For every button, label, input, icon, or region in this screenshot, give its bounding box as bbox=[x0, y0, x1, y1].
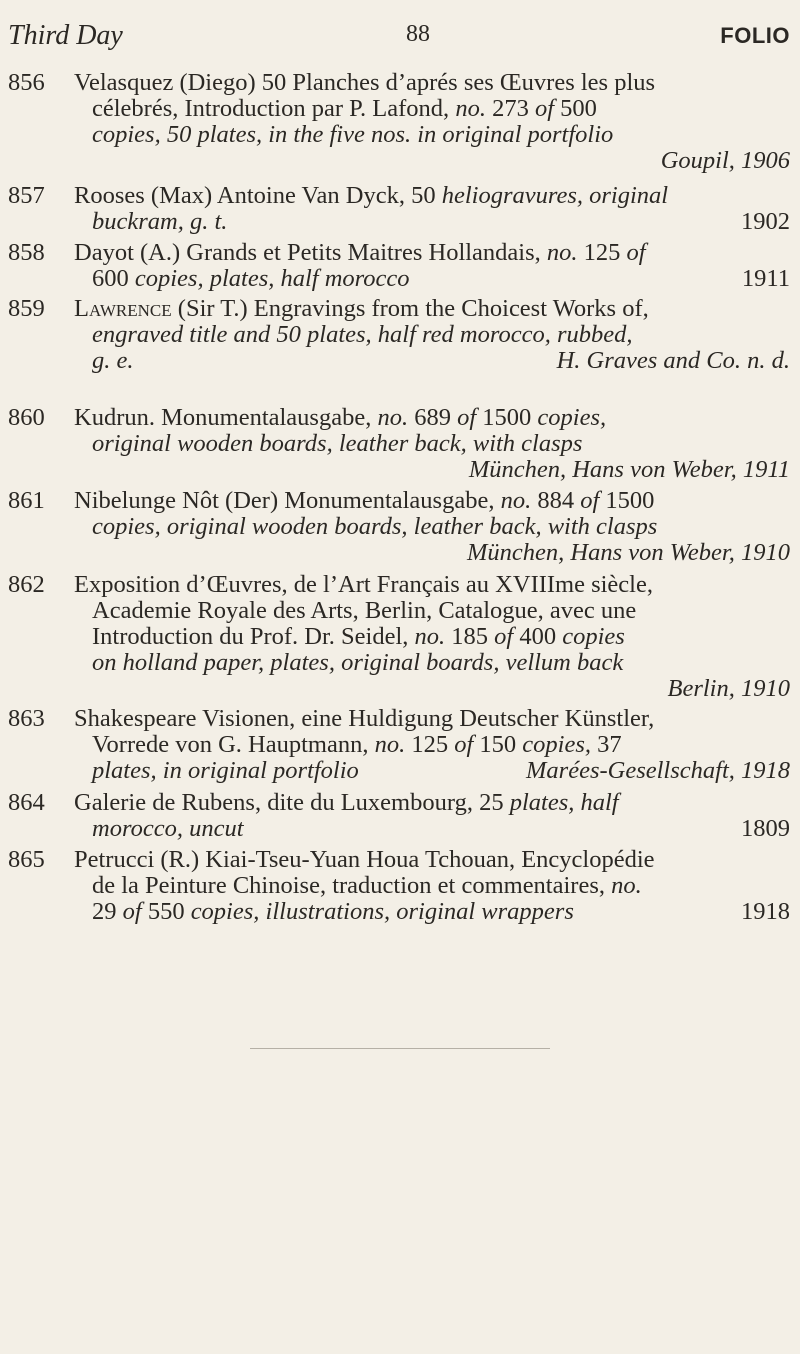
lot-line bbox=[74, 296, 790, 322]
lot-text: München, Hans von Weber, 1911 bbox=[468, 456, 790, 483]
page-number: 88 bbox=[406, 21, 430, 47]
lot-text: of bbox=[454, 731, 474, 758]
lot-text: de la Peinture Chinoise, traduction et commentaires, bbox=[92, 872, 612, 899]
lot-line bbox=[74, 676, 790, 702]
lot-line bbox=[74, 322, 790, 348]
lot-text: célebrés, Introduction par P. Lafond, bbox=[92, 95, 456, 122]
lot-text: Introduction du Prof. Dr. Seidel, bbox=[92, 623, 415, 650]
lot-entry bbox=[8, 706, 790, 784]
lot-text: Petrucci (R.) Kiai-Tseu-Yuan Houa Tchouan, Encyclopédie bbox=[74, 846, 655, 873]
lot-line bbox=[74, 183, 790, 209]
lot-entry bbox=[8, 488, 790, 566]
lot-number: 864 bbox=[8, 789, 45, 816]
lot-line bbox=[74, 96, 790, 122]
lot-text: copies, illustrations, original wrappers bbox=[190, 898, 574, 925]
lot-description bbox=[74, 70, 790, 174]
lot-text: 884 bbox=[531, 487, 581, 514]
lot-text: Nibelunge Nôt (Der) Monumentalausgabe, bbox=[74, 487, 501, 514]
end-rule bbox=[250, 1048, 550, 1049]
lot-description bbox=[74, 405, 790, 483]
lot-entry bbox=[8, 847, 790, 925]
lot-text: copies, original wooden boards, leather back, with clasps bbox=[92, 513, 658, 540]
lot-text: copies, 50 plates, in the five nos. in original portfolio bbox=[92, 121, 614, 148]
lot-text: 185 bbox=[445, 623, 495, 650]
lot-number: 863 bbox=[8, 705, 45, 732]
lot-text: original wooden boards, leather back, with clasps bbox=[92, 430, 583, 457]
lot-entry bbox=[8, 790, 790, 842]
lot-text: no. bbox=[611, 872, 642, 899]
lot-text: Academie Royale des Arts, Berlin, Catalogue, avec une bbox=[92, 597, 637, 624]
lot-line bbox=[74, 732, 790, 758]
lot-line bbox=[74, 209, 790, 235]
lot-text: no. bbox=[414, 623, 446, 650]
lot-text: 550 bbox=[141, 898, 191, 925]
lot-text: Dayot (A.) Grands et Petits Maitres Hollandais, bbox=[74, 239, 547, 266]
lot-description bbox=[74, 706, 790, 784]
lot-text: copies, plates, half morocco bbox=[134, 265, 410, 292]
lot-text: 1809 bbox=[741, 815, 790, 842]
lot-text: Marées-Gesellschaft, 1918 bbox=[526, 757, 790, 784]
lot-text: 125 bbox=[577, 239, 627, 266]
lot-description bbox=[74, 847, 790, 925]
lot-text: München, Hans von Weber, 1910 bbox=[467, 539, 790, 566]
lot-number: 856 bbox=[8, 69, 45, 96]
lot-text: on holland paper, plates, original boards, vellum back bbox=[92, 649, 624, 676]
lot-text: heliogravures, original bbox=[441, 182, 669, 209]
lot-text: 125 bbox=[405, 731, 455, 758]
lot-entry bbox=[8, 183, 790, 235]
lot-text: of bbox=[494, 623, 514, 650]
lot-number: 860 bbox=[8, 404, 45, 431]
lot-number: 861 bbox=[8, 487, 45, 514]
lot-text: Vorrede von G. Hauptmann, bbox=[92, 731, 375, 758]
lot-text: of bbox=[534, 95, 554, 122]
lot-line bbox=[74, 706, 790, 732]
lot-line bbox=[74, 431, 790, 457]
lot-text: of bbox=[457, 404, 477, 431]
lot-line bbox=[74, 572, 790, 598]
lot-number: 859 bbox=[8, 295, 45, 322]
lot-entry bbox=[8, 296, 790, 374]
lot-text: Velasquez (Diego) 50 Planches d’aprés ses Œuvres les plus bbox=[74, 69, 656, 96]
lot-line bbox=[74, 540, 790, 566]
lot-text: Kudrun. Monumentalausgabe, bbox=[74, 404, 378, 431]
lot-text: copies, bbox=[537, 404, 607, 431]
lot-text: Exposition d’Œuvres, de l’Art Français au XVIIIme siècle, bbox=[74, 571, 653, 598]
lot-text: 500 bbox=[554, 95, 597, 122]
lot-text: 37 bbox=[591, 731, 622, 758]
lot-text: Lawrence bbox=[74, 295, 172, 322]
lot-text: 1918 bbox=[741, 898, 790, 925]
lot-text: 600 bbox=[92, 265, 135, 292]
lot-text: engraved title and 50 plates, half red morocco, rubbed, bbox=[92, 321, 633, 348]
lot-text: 1902 bbox=[741, 208, 790, 235]
lot-entry bbox=[8, 70, 790, 174]
lot-text: plates, in original portfolio bbox=[92, 757, 359, 784]
lot-line bbox=[74, 148, 790, 174]
lot-line bbox=[74, 758, 790, 784]
lot-line bbox=[74, 122, 790, 148]
lot-description bbox=[74, 183, 790, 235]
lot-entry bbox=[8, 405, 790, 483]
lot-text: buckram, g. t. bbox=[92, 208, 228, 235]
lot-text: no. bbox=[377, 404, 409, 431]
lot-text: 1500 bbox=[476, 404, 538, 431]
lot-text: no. bbox=[455, 95, 486, 122]
header-day: Third Day bbox=[8, 20, 123, 51]
lot-entry bbox=[8, 572, 790, 702]
lot-text: H. Graves and Co. n. d. bbox=[556, 347, 790, 374]
lot-text: morocco, uncut bbox=[92, 815, 244, 842]
lot-description bbox=[74, 240, 790, 292]
lot-line bbox=[74, 266, 790, 292]
lot-text: 400 bbox=[513, 623, 563, 650]
lot-text: Rooses (Max) Antoine Van Dyck, 50 bbox=[74, 182, 442, 209]
lot-line bbox=[74, 873, 790, 899]
header-format: FOLIO bbox=[720, 23, 790, 48]
lot-line bbox=[74, 790, 790, 816]
lot-text: 1911 bbox=[741, 265, 790, 292]
lot-entry bbox=[8, 240, 790, 292]
lot-text: 273 bbox=[485, 95, 535, 122]
lot-line bbox=[74, 514, 790, 540]
lot-text: Shakespeare Visionen, eine Huldigung Deutscher Künstler, bbox=[74, 705, 655, 732]
lot-description bbox=[74, 572, 790, 702]
lot-text: no. bbox=[374, 731, 406, 758]
lot-line bbox=[74, 488, 790, 514]
lot-text: g. e. bbox=[92, 347, 134, 374]
lot-text: (Sir T.) Engravings from the Choicest Works of, bbox=[171, 295, 649, 322]
lot-line bbox=[74, 598, 790, 624]
lot-text: copies, bbox=[522, 731, 592, 758]
lot-text: no. bbox=[546, 239, 578, 266]
lot-line bbox=[74, 457, 790, 483]
lot-text: 689 bbox=[408, 404, 458, 431]
lot-text: 1500 bbox=[599, 487, 655, 514]
lot-description bbox=[74, 296, 790, 374]
lot-text: plates, half bbox=[509, 789, 619, 816]
lot-number: 857 bbox=[8, 182, 45, 209]
lot-text: 150 bbox=[473, 731, 523, 758]
page-header bbox=[8, 20, 792, 54]
lot-line bbox=[74, 624, 790, 650]
lot-text: Galerie de Rubens, dite du Luxembourg, 25 bbox=[74, 789, 510, 816]
lot-line bbox=[74, 405, 790, 431]
lot-text: copies bbox=[562, 623, 625, 650]
lot-description bbox=[74, 488, 790, 566]
lot-text: of bbox=[580, 487, 600, 514]
lot-line bbox=[74, 650, 790, 676]
lot-text: 29 bbox=[92, 898, 123, 925]
lot-line bbox=[74, 847, 790, 873]
lot-line bbox=[74, 899, 790, 925]
lot-line bbox=[74, 348, 790, 374]
lot-text: of bbox=[122, 898, 142, 925]
lot-description bbox=[74, 790, 790, 842]
lot-text: of bbox=[626, 239, 646, 266]
lot-number: 862 bbox=[8, 571, 45, 598]
lot-line bbox=[74, 70, 790, 96]
lot-text: no. bbox=[500, 487, 532, 514]
lot-number: 865 bbox=[8, 846, 45, 873]
lot-number: 858 bbox=[8, 239, 45, 266]
lot-text: Berlin, 1910 bbox=[667, 675, 790, 702]
lot-line bbox=[74, 240, 790, 266]
lot-line bbox=[74, 816, 790, 842]
lot-text: Goupil, 1906 bbox=[660, 147, 790, 174]
